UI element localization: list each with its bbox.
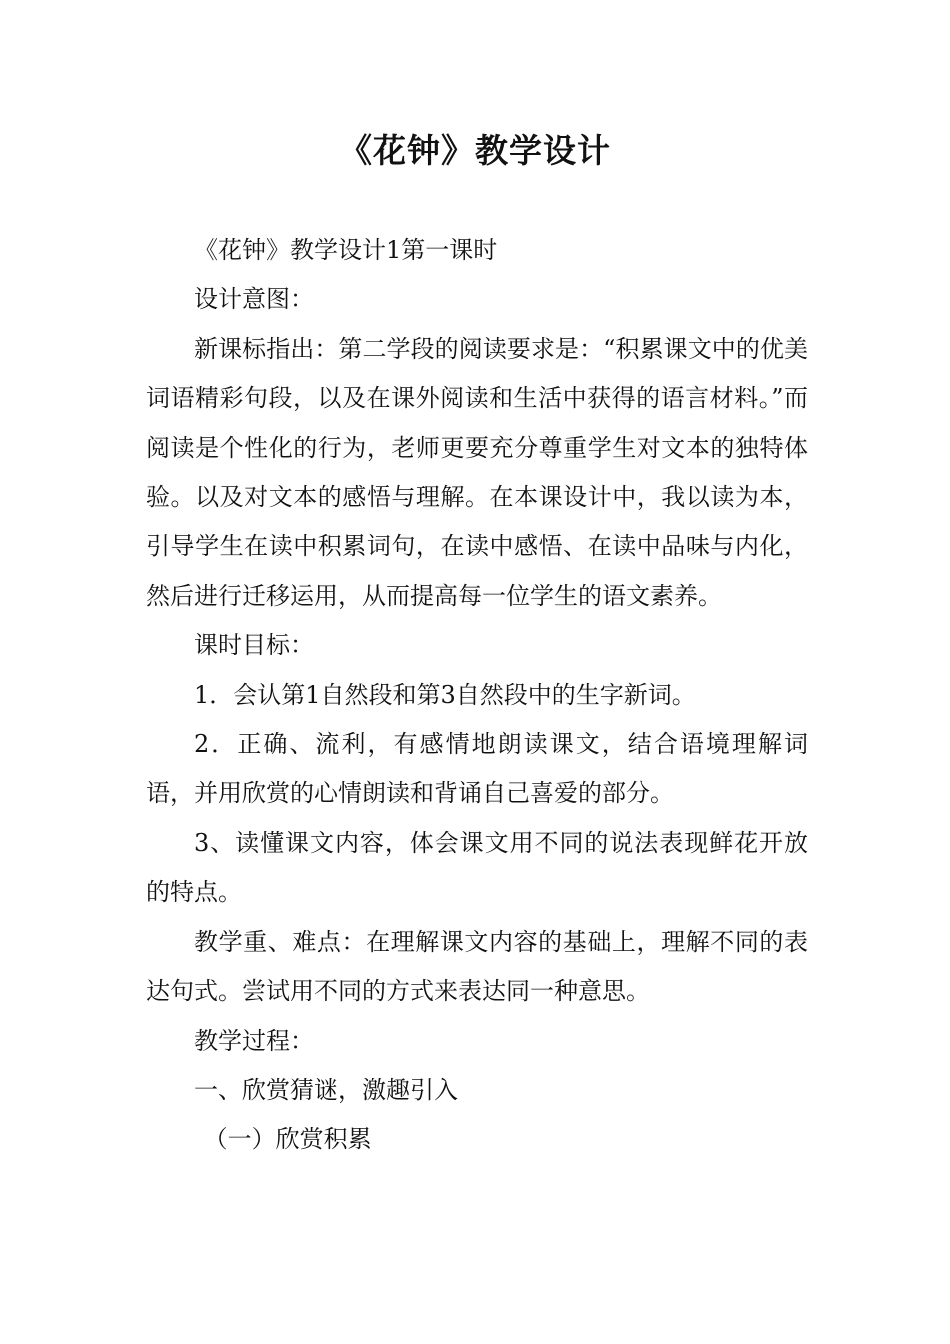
section-heading-1: 一、欣赏猜谜，激趣引入 (194, 1075, 458, 1104)
document-title: 《花钟》教学设计 (339, 131, 611, 170)
key-difficulties-paragraph: 教学重、难点：在理解课文内容的基础上，理解不同的表达句式。尝试用不同的方式来表达同一种意思。 (146, 927, 808, 1006)
lesson-goals-heading: 课时目标： (194, 631, 314, 660)
design-intent-heading: 设计意图： (194, 285, 314, 314)
goal-item-1: 1．会认第1自然段和第3自然段中的生字新词。 (194, 680, 696, 709)
goal-item-2: 2．正确、流利，有感情地朗读课文，结合语境理解词语，并用欣赏的心情朗读和背诵自己喜爱的部分。 (146, 730, 808, 808)
document-body (146, 226, 808, 1165)
goal-item-3: 3、读懂课文内容，体会课文用不同的说法表现鲜花开放的特点。 (146, 828, 808, 907)
lesson-heading: 《花钟》教学设计1第一课时 (194, 236, 498, 264)
subsection-heading-1: （一）欣赏积累 (203, 1125, 372, 1154)
teaching-process-heading: 教学过程： (194, 1026, 314, 1055)
design-intent-paragraph: 新课标指出：第二学段的阅读要求是：“积累课文中的优美词语精彩句段，以及在课外阅读和生活中获得的语言材料。”而阅读是个性化的行为，老师更要充分尊重学生对文本的独特体验。以及对文本的感悟与理解。在本课设计中，我以读为本，引导学生在读中积累词句，在读中感悟、在读中品味与内化，然后进行迁移运用，从而提高每一位学生的语文素养。 (146, 334, 808, 610)
